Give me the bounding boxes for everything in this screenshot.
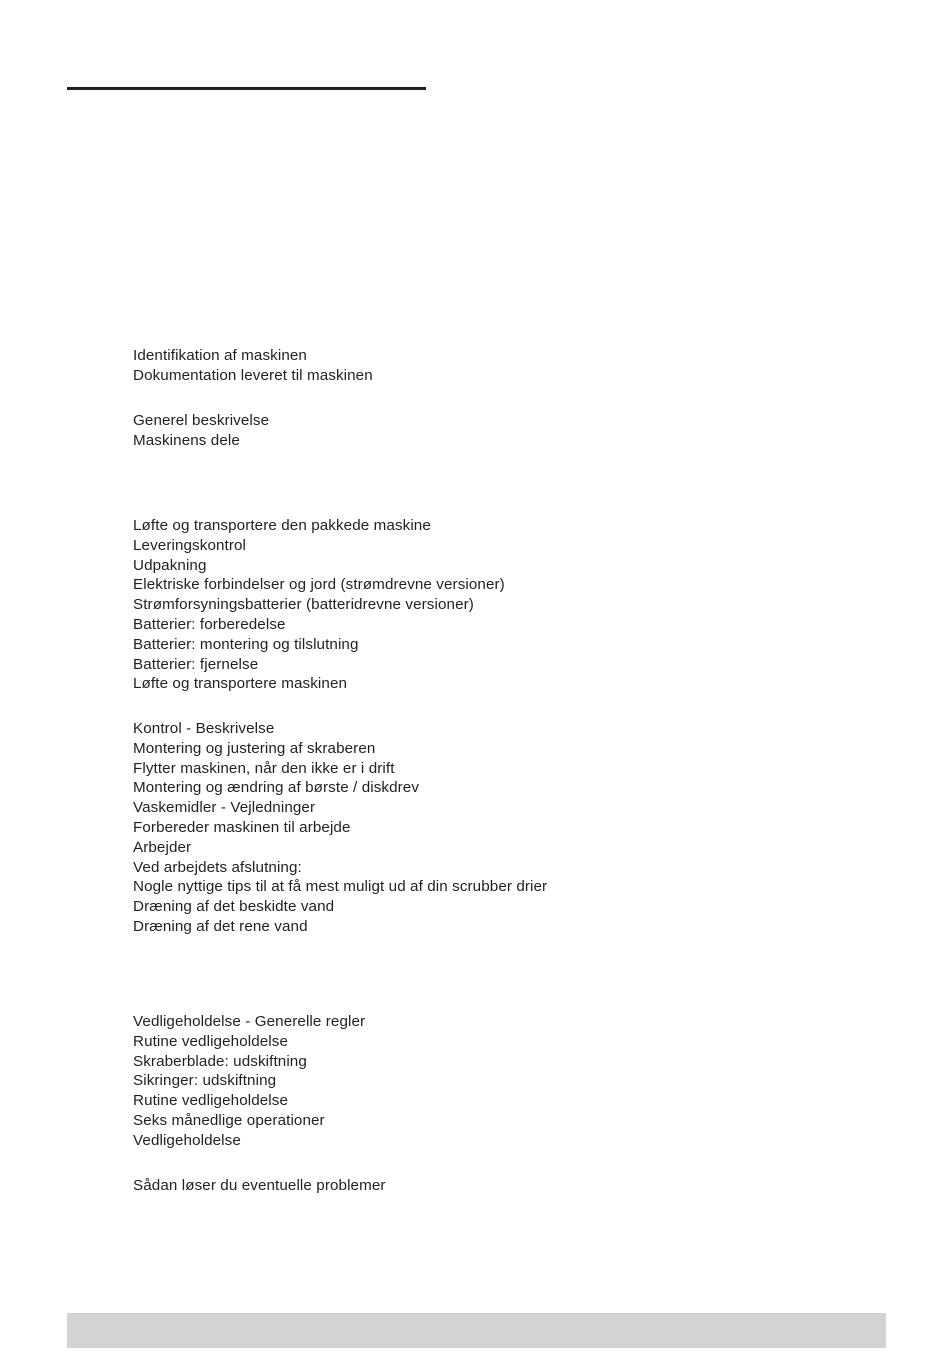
toc-entry[interactable]: Sådan løser du eventuelle problemer xyxy=(133,1177,386,1194)
toc-entry[interactable]: Forbereder maskinen til arbejde xyxy=(133,818,351,836)
toc-entry[interactable]: Identifikation af maskinen xyxy=(133,347,307,364)
toc-entry[interactable]: Dokumentation leveret til maskinen xyxy=(133,366,373,384)
toc-entry[interactable]: Elektriske forbindelser og jord (strømdrevne versioner) xyxy=(133,576,505,594)
toc-entry[interactable]: Seks månedlige operationer xyxy=(133,1111,325,1129)
toc-entry[interactable]: Leveringskontrol xyxy=(133,536,247,554)
toc-entry[interactable]: Vaskemidler - Vejledninger xyxy=(133,799,316,817)
toc-entry[interactable]: Vedligeholdelse - Generelle regler xyxy=(133,1013,366,1030)
toc-entry[interactable]: Rutine vedligeholdelse xyxy=(133,1032,289,1050)
toc-entry[interactable]: Dræning af det beskidte vand xyxy=(133,898,335,916)
toc-entry[interactable]: Kontrol - Beskrivelse xyxy=(133,720,275,737)
toc-entry[interactable]: Montering og justering af skraberen xyxy=(133,739,376,757)
toc-entry[interactable]: Udpakning xyxy=(133,556,207,574)
toc-entry[interactable]: Strømforsyningsbatterier (batteridrevne versioner) xyxy=(133,596,474,614)
toc-entry[interactable]: Montering og ændring af børste / diskdrev xyxy=(133,779,420,797)
toc-entry[interactable]: Løfte og transportere maskinen xyxy=(133,675,348,693)
toc-entry[interactable]: Ved arbejdets afslutning: xyxy=(133,858,302,876)
toc-section-troubleshooting xyxy=(133,1176,386,1196)
toc-entry[interactable]: Batterier: forberedelse xyxy=(133,615,286,633)
toc-entry[interactable]: Sikringer: udskiftning xyxy=(133,1072,277,1090)
toc-entry[interactable]: Løfte og transportere den pakkede maskine xyxy=(133,517,431,534)
toc-entry[interactable]: Generel beskrivelse xyxy=(133,412,270,429)
toc-section-installation xyxy=(133,516,505,694)
toc-entry[interactable]: Skraberblade: udskiftning xyxy=(133,1052,307,1070)
toc-section-use xyxy=(133,719,547,937)
toc-section-maintenance xyxy=(133,1012,365,1151)
toc-entry[interactable]: Vedligeholdelse xyxy=(133,1131,241,1149)
toc-entry[interactable]: Batterier: fjernelse xyxy=(133,655,259,673)
toc-entry[interactable]: Batterier: montering og tilslutning xyxy=(133,635,359,653)
toc-entry[interactable]: Dræning af det rene vand xyxy=(133,917,308,935)
toc-entry[interactable]: Flytter maskinen, når den ikke er i drift xyxy=(133,759,395,777)
toc-entry[interactable]: Rutine vedligeholdelse xyxy=(133,1092,289,1110)
footer-bar xyxy=(67,1313,886,1348)
header-rule xyxy=(67,87,426,90)
toc-entry[interactable]: Arbejder xyxy=(133,838,192,856)
toc-entry[interactable]: Nogle nyttige tips til at få mest muligt ud af din scrubber drier xyxy=(133,878,548,896)
toc-section-description xyxy=(133,411,269,451)
toc-section-identification xyxy=(133,346,373,386)
toc-entry[interactable]: Maskinens dele xyxy=(133,431,240,449)
